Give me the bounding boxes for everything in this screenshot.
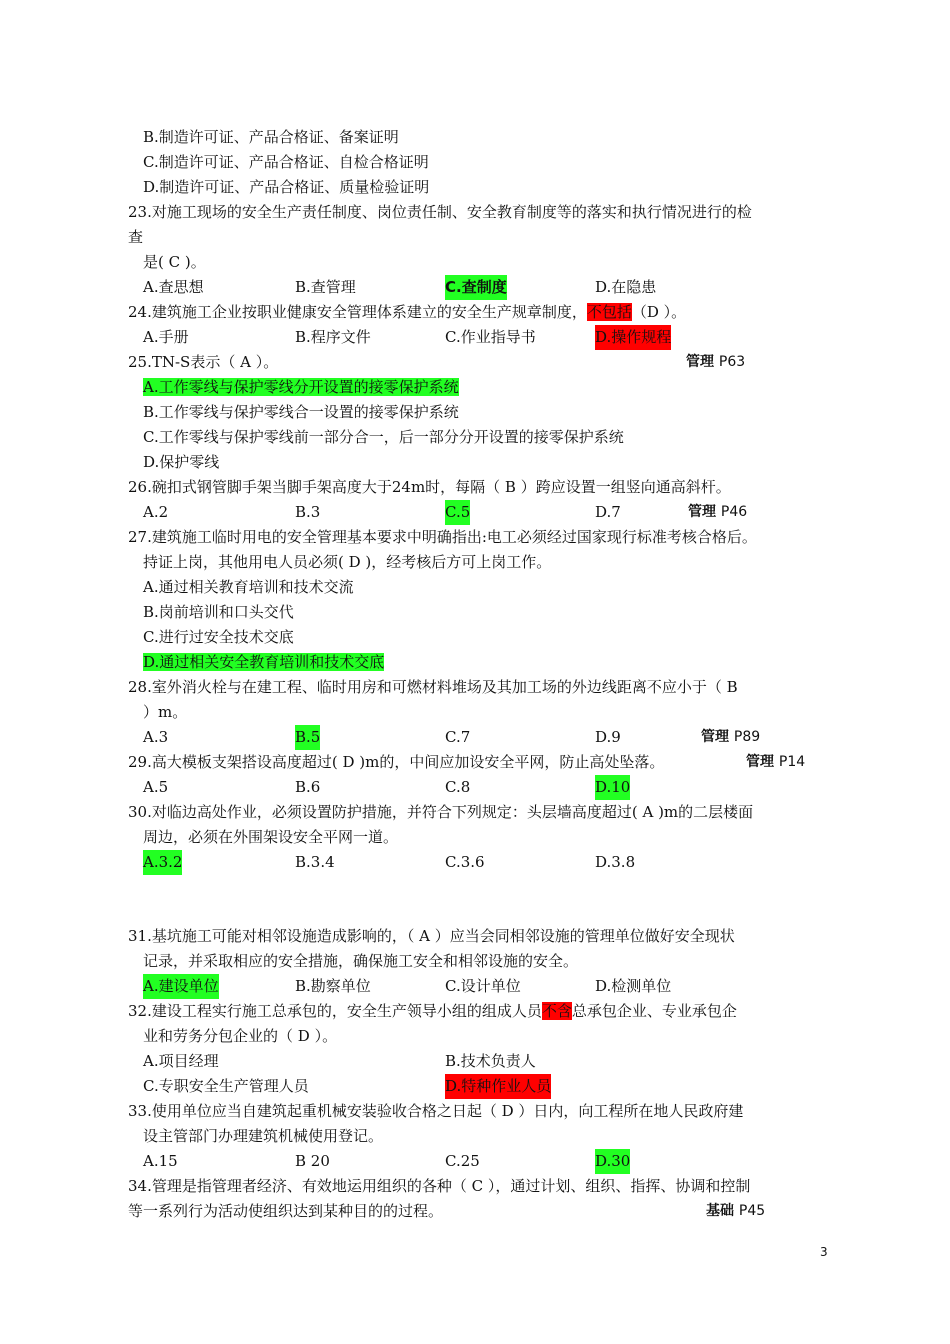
q29-stem-text: 29.高大模板支架搭设高度超过( D )m的，中间应加设安全平网，防止高处坠落。: [128, 753, 665, 771]
q29-reference-book: 管理: [746, 754, 774, 770]
q30-option-a-answer: A.3.2: [143, 850, 182, 875]
q28-reference-book: 管理: [701, 729, 729, 745]
q25-option-a-answer: A.工作零线与保护零线分开设置的接零保护系统: [143, 378, 459, 396]
q31-option-c: C.设计单位: [445, 977, 521, 995]
q31-option-b: B.勘察单位: [295, 977, 371, 995]
q23-stem-line1: 23.对施工现场的安全生产责任制度、岗位责任制、安全教育制度等的落实和执行情况进行的检: [128, 203, 752, 221]
q30-stem-line1: 30.对临边高处作业，必须设置防护措施，并符合下列规定：头层墙高度超过( A )m的二层楼面: [128, 803, 754, 821]
q25-reference-book: 管理: [686, 354, 714, 370]
q32-option-d-answer: D.特种作业人员: [445, 1074, 551, 1099]
q32-stem-text-cont: 总承包企业、专业承包企: [571, 1002, 737, 1020]
q28-options: [143, 725, 840, 750]
q29-option-b: B.6: [295, 778, 321, 796]
q27-option-b: B.岗前培训和口头交代: [143, 603, 294, 621]
q28-reference: [701, 725, 760, 750]
q32-options-row1: [143, 1049, 840, 1074]
q27-option-c: C.进行过安全技术交底: [143, 628, 294, 646]
q25-reference-page: P63: [718, 354, 746, 370]
q30-stem-line2: 周边，必须在外围架设安全平网一道。: [143, 828, 399, 846]
q30-option-c: C.3.6: [445, 853, 485, 871]
q23-option-c-answer: C.查制度: [445, 275, 507, 300]
q23-option-d: D.在隐患: [595, 278, 657, 296]
q26-reference: [688, 500, 747, 525]
q32-negation-mark: 不含: [541, 1002, 572, 1020]
q25-stem-text: 25.TN-S表示（ A ）。: [128, 353, 279, 371]
q24-option-a: A.手册: [143, 328, 189, 346]
q31-options: [143, 974, 840, 999]
q32-stem-line2: 业和劳务分包企业的（ D ）。: [143, 1027, 338, 1045]
q26-option-b: B.3: [295, 503, 321, 521]
q24-negation-mark: 不包括: [586, 303, 632, 321]
q31-stem-line1: 31.基坑施工可能对相邻设施造成影响的，（ A ）应当会同相邻设施的管理单位做好安全现状: [128, 927, 735, 945]
q27-stem-line2: 持证上岗，其他用电人员必须( D )，经考核后方可上岗工作。: [143, 553, 552, 571]
q29-option-c: C.8: [445, 778, 471, 796]
q34-reference-page: P45: [738, 1203, 766, 1219]
q33-options: [143, 1149, 840, 1174]
q30-option-b: B.3.4: [295, 853, 335, 871]
q29-reference: [746, 750, 805, 775]
q29-stem: [128, 750, 840, 775]
q27-stem-line1: 27.建筑施工临时用电的安全管理基本要求中明确指出:电工必须经过国家现行标准考核合格后。: [128, 528, 757, 546]
q29-reference-page: P14: [778, 754, 806, 770]
q28-option-c: C.7: [445, 728, 471, 746]
q23-stem-line3: 是( C )。: [143, 253, 206, 271]
q24-stem-answer: （D ）。: [631, 303, 687, 321]
q22-option-d: D.制造许可证、产品合格证、质量检验证明: [143, 178, 430, 196]
q24-option-d-answer: D.操作规程: [595, 325, 671, 350]
q33-stem-line1: 33.使用单位应当自建筑起重机械安装验收合格之日起（ D ）日内，向工程所在地人民政府建: [128, 1102, 744, 1120]
q32-option-b: B.技术负责人: [445, 1052, 536, 1070]
q30-option-d: D.3.8: [595, 853, 636, 871]
q29-options: [143, 775, 840, 800]
q32-stem-text: 32.建设工程实行施工总承包的，安全生产领导小组的组成人员: [128, 1002, 542, 1020]
q25-option-c: C.工作零线与保护零线前一部分合一，后一部分分开设置的接零保护系统: [143, 428, 624, 446]
q25-option-a-row: [143, 375, 840, 400]
q31-stem-line2: 记录，并采取相应的安全措施，确保施工安全和相邻设施的安全。: [143, 952, 579, 970]
q29-option-d-answer: D.10: [595, 775, 630, 800]
q34-stem-line1: 34.管理是指管理者经济、有效地运用组织的各种（ C ），通过计划、组织、指挥、协调和控制: [128, 1177, 751, 1195]
q22-option-b: B.制造许可证、产品合格证、备案证明: [143, 128, 399, 146]
q28-option-a: A.3: [143, 728, 169, 746]
q26-reference-book: 管理: [688, 504, 716, 520]
q33-option-b: B 20: [295, 1152, 330, 1170]
q23-option-b: B.查管理: [295, 278, 356, 296]
q33-option-a: A.15: [143, 1152, 178, 1170]
q26-option-a: A.2: [143, 503, 169, 521]
q34-reference-book: 基础: [706, 1203, 734, 1219]
q34-stem-text: 等一系列行为活动使组织达到某种目的的过程。: [128, 1202, 444, 1220]
q24-stem-text: 24.建筑施工企业按职业健康安全管理体系建立的安全生产规章制度，: [128, 303, 587, 321]
q26-stem: 26.碗扣式钢管脚手架当脚手架高度大于24m时，每隔（ B ）跨应设置一组竖向通高斜杆。: [128, 478, 731, 496]
q22-option-c: C.制造许可证、产品合格证、自检合格证明: [143, 153, 429, 171]
q28-stem-line2: ）m。: [143, 703, 188, 721]
q26-option-c: C.5: [445, 500, 470, 525]
q23-options: [143, 275, 840, 300]
q32-option-c: C.专职安全生产管理人员: [143, 1077, 309, 1095]
q32-options-row2: [143, 1074, 840, 1099]
q28-option-d: D.9: [595, 728, 621, 746]
q32-option-a: A.项目经理: [143, 1052, 219, 1070]
q27-option-a: A.通过相关教育培训和技术交流: [143, 578, 354, 596]
q29-option-a: A.5: [143, 778, 169, 796]
q28-option-b-answer: B.5: [295, 725, 320, 750]
q34-stem-line2: [128, 1199, 840, 1224]
q33-option-d-answer: D.30: [595, 1149, 630, 1174]
q27-option-d-answer: D.通过相关安全教育培训和技术交底: [143, 653, 385, 671]
q26-options: [143, 500, 840, 525]
q25-option-d: D.保护零线: [143, 453, 220, 471]
q24-option-c: C.作业指导书: [445, 328, 536, 346]
q25-reference: [686, 350, 745, 375]
q28-reference-page: P89: [733, 729, 761, 745]
q23-stem-line2: 查: [128, 228, 144, 246]
q31-option-a-answer: A.建设单位: [143, 974, 219, 999]
q23-option-a: A.查思想: [143, 278, 204, 296]
q26-option-d: D.7: [595, 503, 621, 521]
q24-stem: [128, 300, 840, 325]
q28-stem-line1: 28.室外消火栓与在建工程、临时用房和可燃材料堆场及其加工场的外边线距离不应小于（ B: [128, 678, 738, 696]
q33-stem-line2: 设主管部门办理建筑机械使用登记。: [143, 1127, 384, 1145]
q34-reference: [706, 1199, 765, 1224]
q25-option-b: B.工作零线与保护零线合一设置的接零保护系统: [143, 403, 459, 421]
q27-option-d-row: [143, 650, 840, 675]
q32-stem-line1: [128, 999, 840, 1024]
q31-option-d: D.检测单位: [595, 977, 672, 995]
q24-option-b: B.程序文件: [295, 328, 371, 346]
q26-reference-page: P46: [720, 504, 748, 520]
q25-stem: [128, 350, 840, 375]
page-number: 3: [820, 1245, 828, 1259]
q33-option-c: C.25: [445, 1152, 480, 1170]
q24-options: [143, 325, 840, 350]
q30-options: [143, 850, 840, 875]
